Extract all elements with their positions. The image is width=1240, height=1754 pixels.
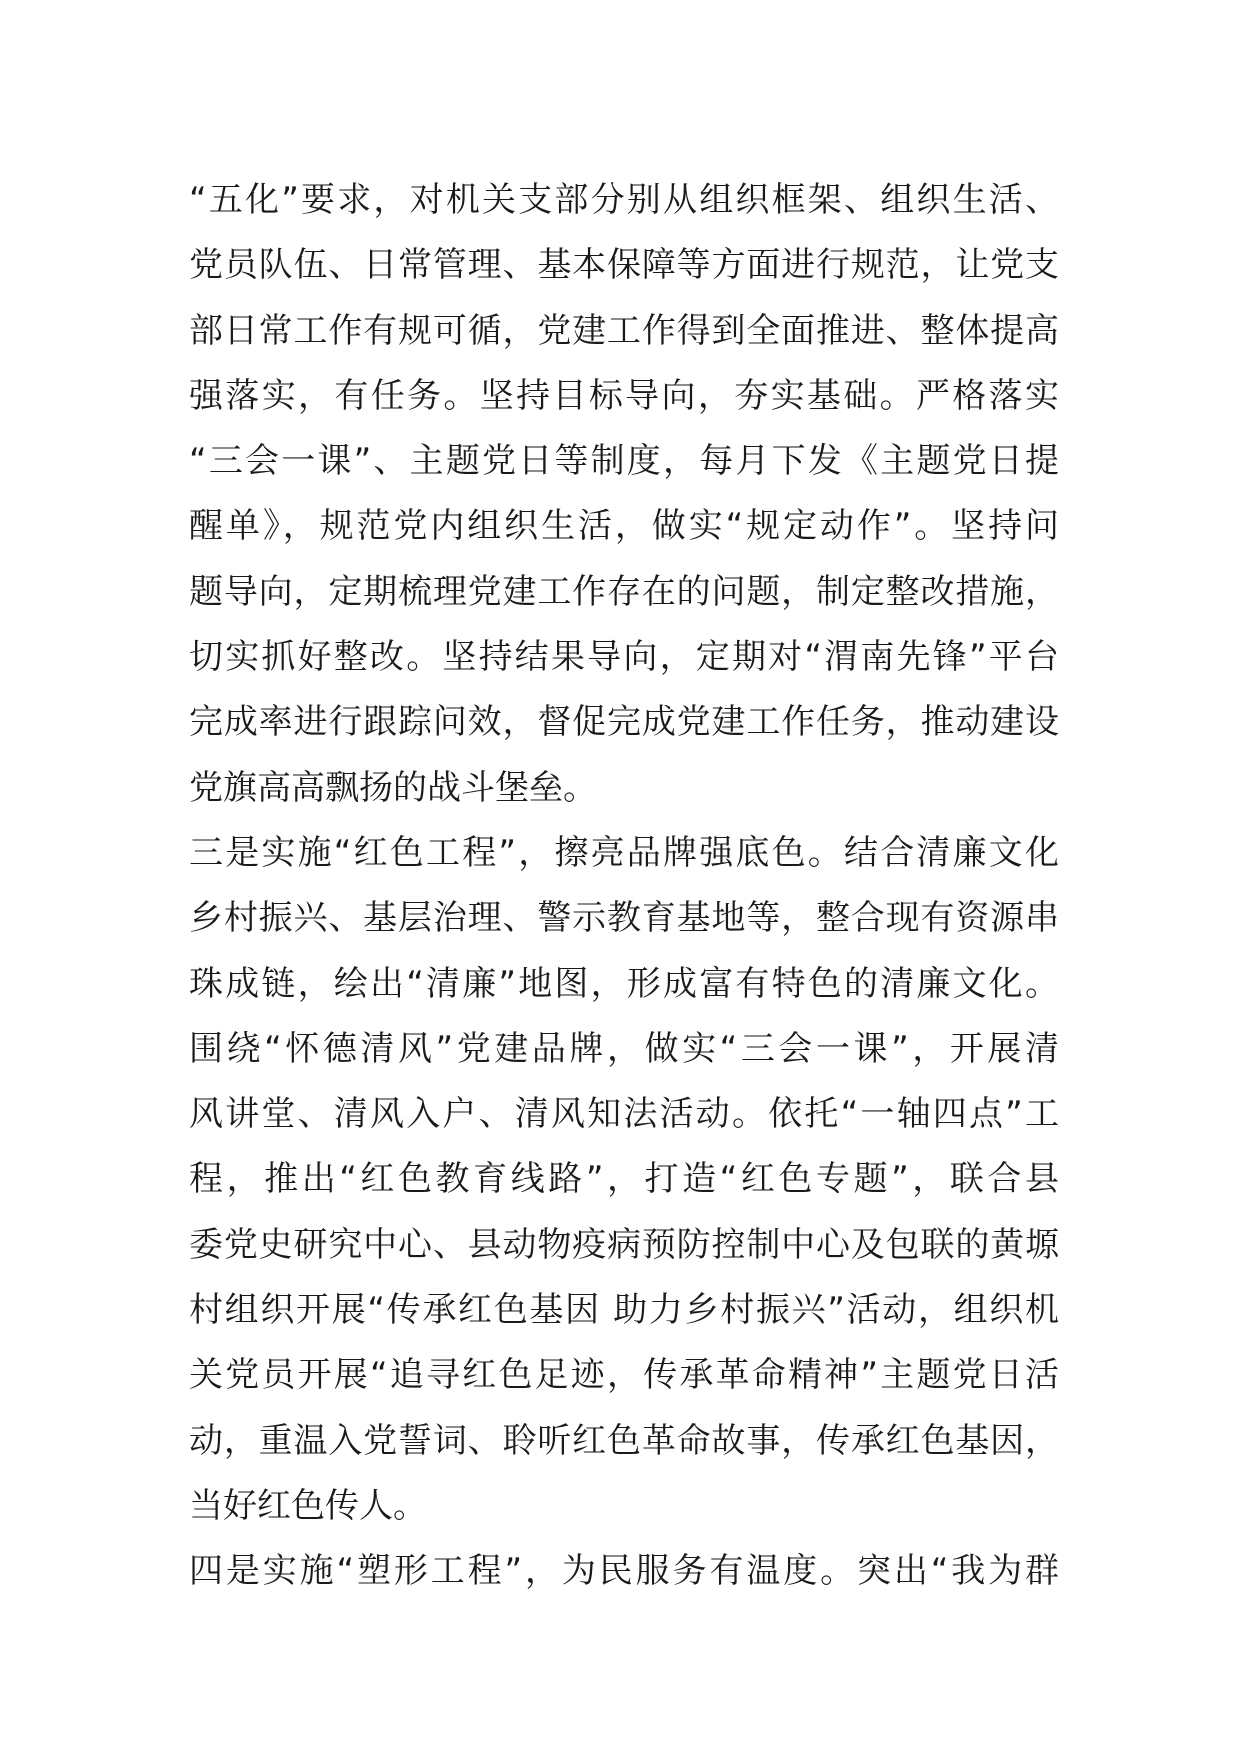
text-line: 乡村振兴、基层治理、警示教育基地等，整合现有资源串 [189,898,1059,939]
text-line: 程，推出“红色教育线路”，打造“红色专题”，联合县 [189,1159,1059,1200]
text-line: “五化”要求，对机关支部分别从组织框架、组织生活、 [189,180,1059,220]
text-line: 四是实施“塑形工程”，为民服务有温度。突出“我为群 [189,1551,1059,1592]
text-line: 完成率进行跟踪问效，督促完成党建工作任务，推动建设 [189,702,1059,743]
text-line: 强落实，有任务。坚持目标导向，夯实基础。严格落实 [189,375,1059,416]
text-line: 党旗高高飘扬的战斗堡垒。 [189,767,597,808]
text-line: 三是实施“红色工程”，擦亮品牌强底色。结合清廉文化 [189,832,1059,873]
text-line: 关党员开展“追寻红色足迹，传承革命精神”主题党日活 [189,1355,1059,1396]
text-line: 围绕“怀德清风”党建品牌，做实“三会一课”，开展清 [189,1028,1059,1069]
text-line: 委党史研究中心、县动物疫病预防控制中心及包联的黄塬 [189,1224,1059,1265]
text-line: 珠成链，绘出“清廉”地图，形成富有特色的清廉文化。 [189,963,1059,1004]
text-line: 风讲堂、清风入户、清风知法活动。依托“一轴四点”工 [189,1094,1059,1135]
text-line: 党员队伍、日常管理、基本保障等方面进行规范，让党支 [189,245,1059,286]
document-body [189,168,1059,1605]
text-line: 动，重温入党誓词、聆听红色革命故事，传承红色基因， [189,1420,1059,1461]
text-line: 题导向，定期梳理党建工作存在的问题，制定整改措施， [189,571,1059,612]
text-line: 村组织开展“传承红色基因 助力乡村振兴”活动，组织机 [189,1290,1059,1331]
text-line: 切实抓好整改。坚持结果导向，定期对“渭南先锋”平台 [189,637,1059,678]
text-line: 醒单》，规范党内组织生活，做实“规定动作”。坚持问 [189,506,1059,547]
text-line: “三会一课”、主题党日等制度，每月下发《主题党日提 [189,441,1059,482]
text-line: 当好红色传人。 [189,1485,427,1526]
text-line: 部日常工作有规可循，党建工作得到全面推进、整体提高 [189,310,1059,351]
